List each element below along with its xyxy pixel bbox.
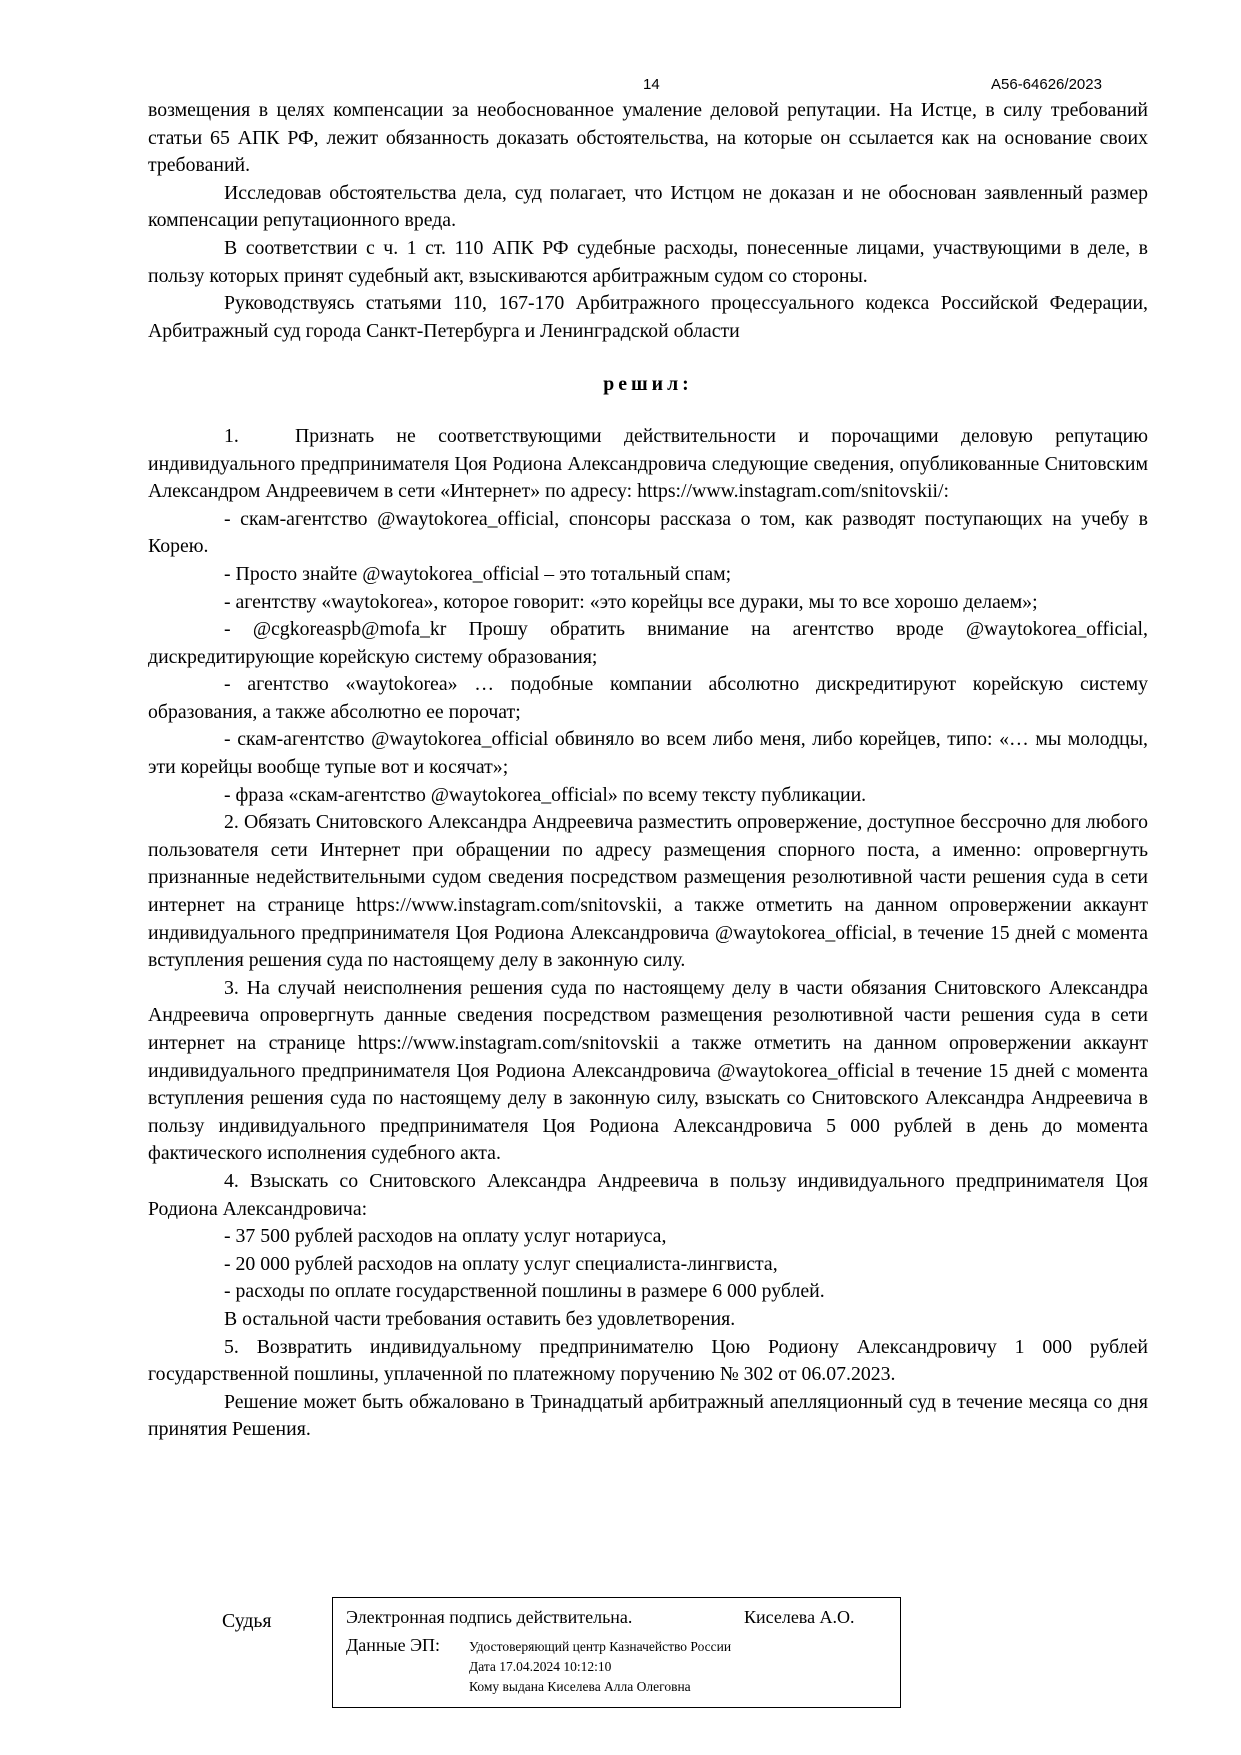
quote-item: - Просто знайте @waytokorea_official – это тотальный спам; [224, 562, 732, 585]
item-4-intro: 4. Взыскать со Снитовского Александра Андреевича в пользу индивидуального предпринимателя Цоя Родиона Александровича: [148, 1169, 1148, 1220]
decision-heading: решил: [603, 373, 693, 396]
item-3: 3. На случай неисполнения решения суда по настоящему делу в части обязания Снитовского Александра Андреевича опровергнуть данные сведения посредством размещения резолютивной части решения суда в сети интернет на странице https://www.instagram.com/snitovskii а также отметить на данном опровержении аккаунт индивидуального предпринимателя Цоя Родиона Александровича @waytokorea_official в течение 15 дней с момента вступления решения суда по настоящему делу в законную силу, взыскать со Снитовского Александра Андреевича в пользу индивидуального предпринимателя Цоя Родиона Александровича 5 000 рублей в день до момента фактического исполнения судебного акта. [148, 976, 1148, 1165]
appeal-paragraph: Решение может быть обжаловано в Тринадцатый арбитражный апелляционный суд в течение месяца со дня принятия Решения. [148, 1390, 1148, 1441]
paragraph: Исследовав обстоятельства дела, суд полагает, что Истцом не доказан и не обоснован заявленный размер компенсации репутационного вреда. [148, 181, 1148, 232]
item-4-line: - 20 000 рублей расходов на оплату услуг специалиста-лингвиста, [224, 1252, 778, 1275]
paragraph: возмещения в целях компенсации за необоснованное умаление деловой репутации. На Истце, в силу требований статьи 65 АПК РФ, лежит обязанность доказать обстоятельства, на которые он ссылается как на основание своих требований. [148, 99, 1148, 177]
judge-name: Киселева А.О. [744, 1607, 855, 1627]
page-number: 14 [643, 76, 660, 93]
e-signature-box [332, 1597, 901, 1708]
quote-item: - скам-агентство @waytokorea_official обвиняло во всем либо меня, либо корейцев, типо: «… мы молодцы, эти корейцы вообще тупые вот и косячат»; [148, 728, 1148, 779]
paragraph: Руководствуясь статьями 110, 167-170 Арбитражного процессуального кодекса Российской Федерации, Арбитражный суд города Санкт-Петербурга и Ленинградской области [148, 292, 1148, 342]
quote-item: - агентство «waytokorea» … подобные компании абсолютно дискредитируют корейскую систему образования, а также абсолютно ее порочат; [148, 673, 1148, 723]
item-5: 5. Возвратить индивидуальному предпринимателю Цою Родиону Александровичу 1 000 рублей государственной пошлины, уплаченной по платежному поручению № 302 от 06.07.2023. [148, 1335, 1148, 1386]
quote-item: - @cgkoreaspb@mofa_kr Прошу обратить внимание на агентство вроде @waytokorea_official, дискредитирующие корейскую систему образования; [148, 618, 1148, 668]
item-4-line: - расходы по оплате государственной пошлины в размере 6 000 рублей. [224, 1280, 825, 1303]
issued-to: Кому выдана Киселева Алла Олеговна [469, 1679, 691, 1694]
judge-label: Судья [222, 1610, 272, 1632]
paragraph: В соответствии с ч. 1 ст. 110 АПК РФ судебные расходы, понесенные лицами, участвующими в деле, в пользу которых принят судебный акт, взыскиваются арбитражным судом со стороны. [148, 236, 1148, 287]
document-body [148, 97, 1148, 1444]
cert-center: Удостоверяющий центр Казначейство России [469, 1639, 732, 1654]
signature-valid-text: Электронная подпись действительна. [346, 1607, 633, 1627]
item-2: 2. Обязать Снитовского Александра Андреевича разместить опровержение, доступное бессрочно для любого пользователя сети Интернет при обращении по адресу размещения спорного поста, а именно: опровергнуть признанные недействительными судом сведения посредством размещения резолютивной части решения суда в сети интернет на странице https://www.instagram.com/snitovskii, а также отметить на данном опровержении аккаунт индивидуального предпринимателя Цоя Родиона Александровича @waytokorea_official, в течение 15 дней с момента вступления решения суда по настоящему делу в законную силу. [148, 811, 1148, 972]
item-1 [148, 423, 1148, 506]
quote-item: - скам-агентство @waytokorea_official, спонсоры рассказа о том, как разводят поступающих на учебу в Корею. [148, 507, 1148, 558]
quote-item: - фраза «скам-агентство @waytokorea_official» по всему тексту публикации. [224, 783, 867, 806]
quote-item: - агентству «waytokorea», которое говорит: «это корейцы все дураки, мы то все хорошо делаем»; [224, 590, 1038, 613]
item-1-text: Признать не соответствующими действительности и порочащими деловую репутацию индивидуального предпринимателя Цоя Родиона Александровича следующие сведения, опубликованные Снитовским Александром Андреевичем в сети «Интернет» по адресу: https://www.instagram.com/snitovskii/: [148, 424, 1148, 503]
signature-data-label: Данные ЭП: [346, 1635, 440, 1655]
case-number: А56-64626/2023 [991, 76, 1102, 93]
item-1-number: 1. [224, 424, 239, 447]
item-4-line: - 37 500 рублей расходов на оплату услуг нотариуса, [224, 1225, 667, 1248]
item-4-rest: В остальной части требования оставить без удовлетворения. [224, 1307, 736, 1330]
signature-date: Дата 17.04.2024 10:12:10 [469, 1659, 612, 1674]
